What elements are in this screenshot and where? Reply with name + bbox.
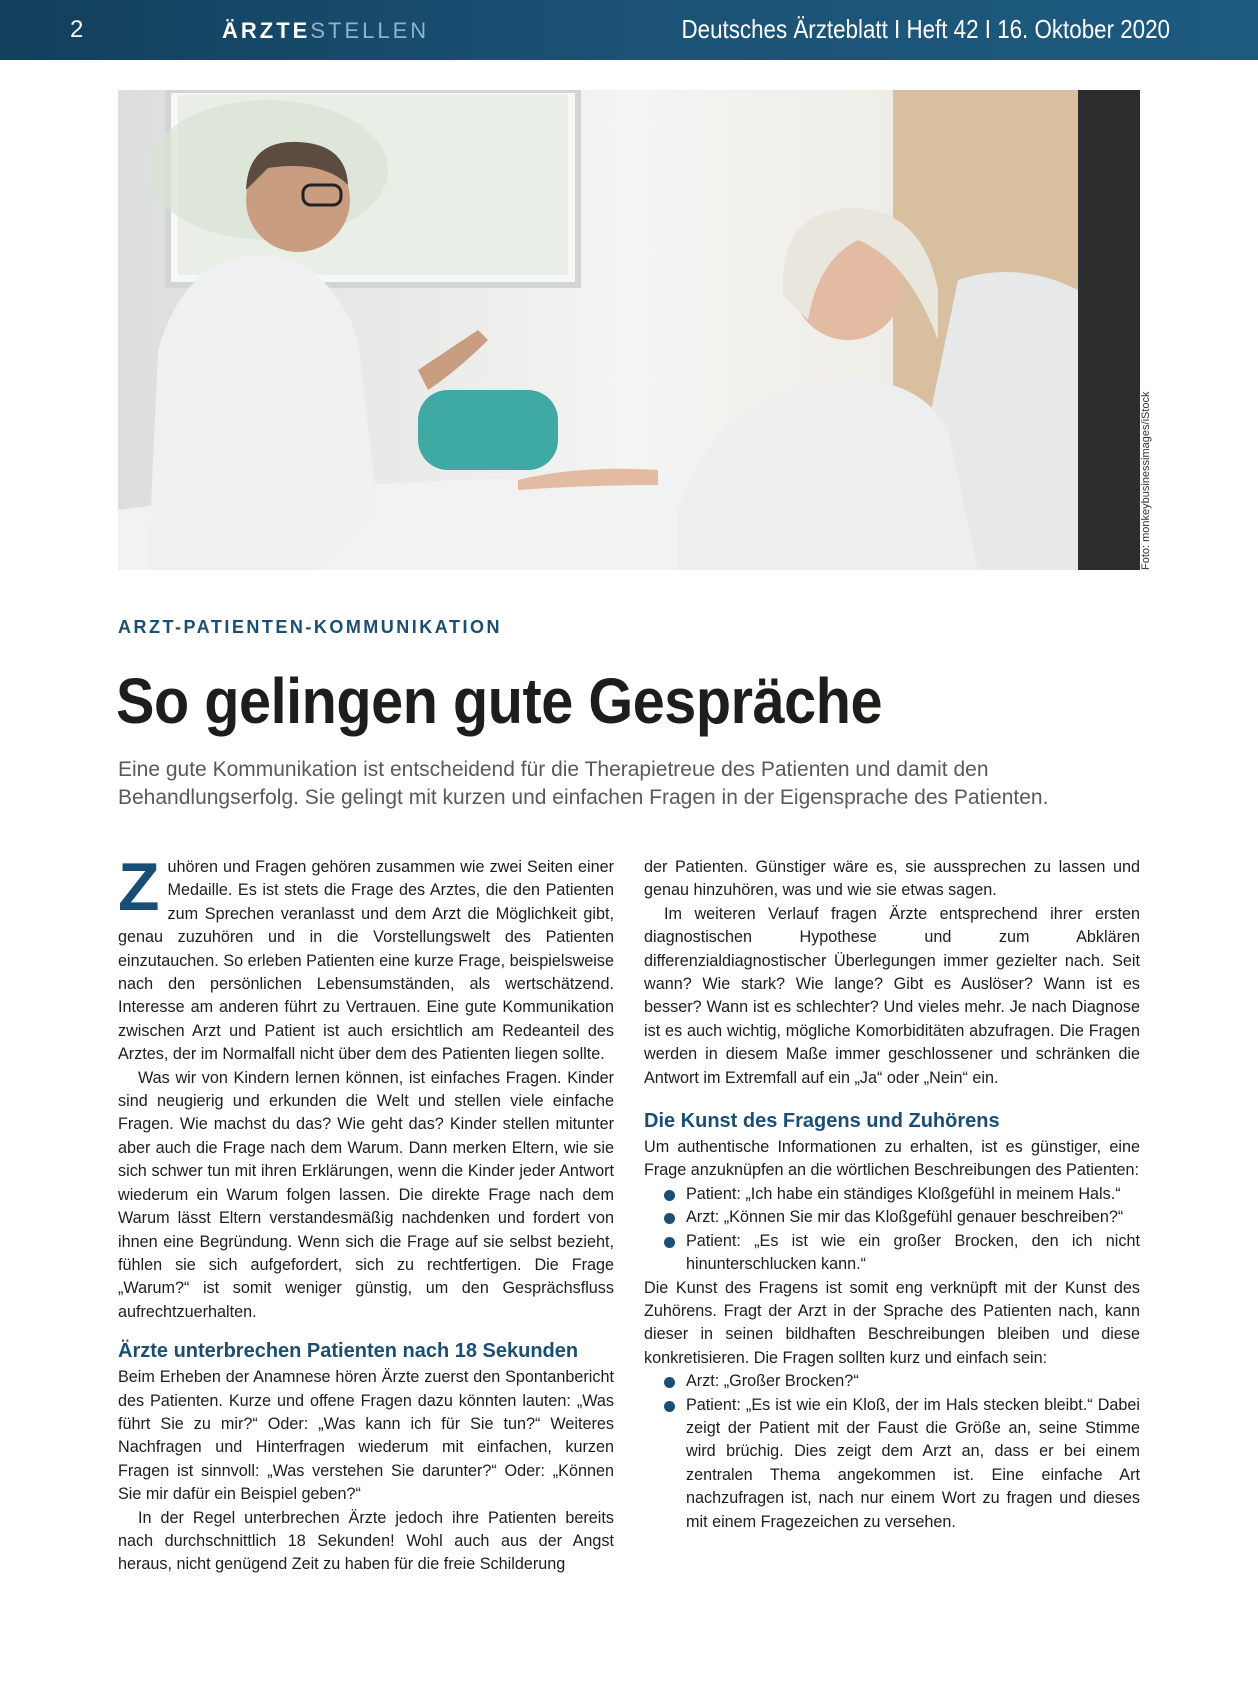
list-item: Patient: „Ich habe ein ständiges Kloßgefühl in meinem Hals.“: [644, 1183, 1140, 1206]
article-kicker: ARZT-PATIENTEN-KOMMUNIKATION: [118, 617, 502, 637]
paragraph: Beim Erheben der Anamnese hören Ärzte zuerst den Spontanbericht des Patienten. Kurze und offene Fragen dazu könnten lauten: „Was führt Sie zu mir?“ Oder: „Was kann ich für Sie tun?“ Weiteres Nachfragen und Hinterfragen wiederum mit einfachen, kurzen Fragen ist sinnvoll: „Was verstehen Sie darunter?“ Oder: „Können Sie mir dafür ein Beispiel geben?“: [118, 1368, 614, 1504]
paragraph: Um authentische Informationen zu erhalten, ist es günstiger, eine Frage anzuknüpfen an die wörtlichen Beschreibungen des Patienten:: [644, 1138, 1140, 1180]
photo-credit: Foto: monkeybusinessimages/iStock: [1140, 391, 1152, 570]
article-photo: [118, 90, 1140, 570]
bullet-list: [644, 1183, 1140, 1277]
bullet-list: [644, 1370, 1140, 1534]
list-item: Patient: „Es ist wie ein großer Brocken, den ich nicht hinunterschlucken kann.“: [644, 1230, 1140, 1277]
paragraph: Die Kunst des Fragens ist somit eng verknüpft mit der Kunst des Zuhörens. Fragt der Arzt in der Sprache des Patienten nach, kann dieser in seinen bildhaften Beschreibungen bleiben und diese konkretisieren. Die Fragen sollten kurz und einfach sein:: [644, 1278, 1140, 1367]
page-number: 2: [70, 16, 84, 43]
brand-logo-part2: STELLEN: [310, 18, 430, 43]
paragraph: Im weiteren Verlauf fragen Ärzte entsprechend ihrer ersten diagnostischen Hypothese und zum Abklären differenzialdiagnostischer Überlegungen immer gezielter nach. Seit wann? Wie stark? Wie lange? Gibt es Auslöser? Wann ist es besser? Wann ist es schlechter? Und vieles mehr. Je nach Diagnose ist es auch wichtig, mögliche Komorbiditäten abzufragen. Die Fragen werden in diesem Maße immer geschlossener und schränken die Antwort im Extremfall auf ein „Ja“ oder „Nein“ ein.: [644, 904, 1140, 1087]
article-title: So gelingen gute Gespräche: [116, 665, 883, 737]
list-item: Arzt: „Können Sie mir das Kloßgefühl genauer beschreiben?“: [644, 1206, 1140, 1229]
issue-info: Deutsches Ärzteblatt I Heft 42 I 16. Oktober 2020: [681, 14, 1170, 44]
column-left: [118, 849, 614, 1577]
list-item: Arzt: „Großer Brocken?“: [644, 1370, 1140, 1393]
article-lead: Eine gute Kommunikation ist entscheidend für die Therapietreue des Patienten und damit den Behandlungserfolg. Sie gelingt mit kurzen und einfachen Fragen in der Eigensprache des Patienten.: [118, 758, 1049, 809]
drop-cap: Z: [118, 849, 160, 925]
section-heading: Die Kunst des Fragens und Zuhörens: [644, 1110, 1000, 1133]
header-bar: [0, 0, 1258, 60]
column-right: [644, 856, 1140, 1534]
paragraph: der Patienten. Günstiger wäre es, sie aussprechen zu lassen und genau hinzuhören, was und wie sie etwas sagen.: [644, 858, 1140, 900]
paragraph: In der Regel unterbrechen Ärzte jedoch ihre Patienten bereits nach durchschnittlich 18 Sekunden! Wohl auch aus der Angst heraus, nicht genügend Zeit zu haben für die freie Schilderung: [118, 1508, 614, 1574]
paragraph: [118, 849, 614, 1067]
list-item: Patient: „Es ist wie ein Kloß, der im Hals stecken bleibt.“ Dabei zeigt der Patient mit der Faust die Größe an, seine Stimme wird brüchig. Dies zeigt dem Arzt an, dass er bei einem zentralen Thema angekommen ist. Eine einfache Art nachzufragen ist, nach nur einem Wort zu fragen und dieses mit einem Fragezeichen zu versehen.: [644, 1394, 1140, 1534]
brand-logo: [222, 18, 429, 44]
section-heading: Ärzte unterbrechen Patienten nach 18 Sekunden: [118, 1340, 579, 1363]
paragraph: Was wir von Kindern lernen können, ist einfaches Fragen. Kinder sind neugierig und erkunden die Welt und stellen viele einfache Fragen. Wie machst du das? Wie geht das? Kinder stellen mitunter aber auch die Frage nach dem Warum. Dann merken Eltern, wie sie sich schwer tun mit ihren Erklärungen, wenn die Kinder jeder Antwort wiederum ein Warum folgen lassen. Die direkte Frage nach dem Warum lässt Eltern verstandesmäßig nachdenken und fordert von ihnen eine Begründung. Wenn sich die Frage auf sie selbst bezieht, fühlen sie sich aufgefordert, sich zu rechtfertigen. Die Frage „Warum?“ ist somit weniger günstig, um den Gesprächsfluss aufrechtzuerhalten.: [118, 1068, 614, 1321]
brand-logo-part1: ÄRZTE: [222, 18, 311, 43]
paragraph-text: uhören und Fragen gehören zusammen wie zwei Seiten einer Medaille. Es ist stets die Frage des Arztes, die den Patienten zum Sprechen veranlasst und dem Arzt die Möglichkeit gibt, genau zuzuhören und in die Vorstellungswelt des Patienten einzutauchen. So erleben Patienten eine kurze Frage, beispielsweise nach den persönlichen Lebensumständen, als wertschätzend. Interesse am anderen führt zu Vertrauen. Eine gute Kommunikation zwischen Arzt und Patient ist auch ersichtlich am Redeanteil des Arztes, der im Normalfall nicht über dem des Patienten liegen sollte.: [118, 858, 614, 1064]
